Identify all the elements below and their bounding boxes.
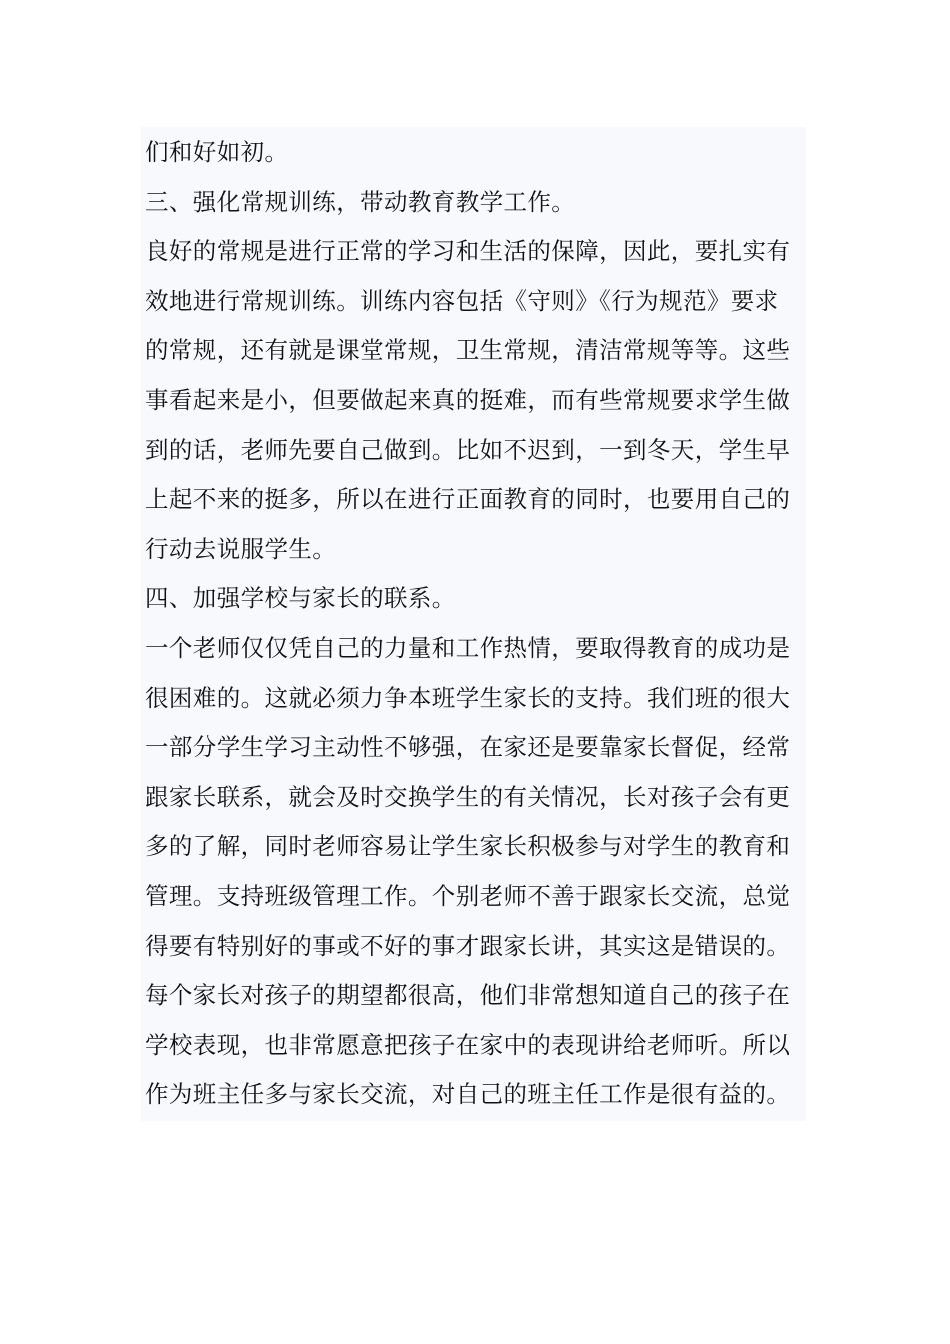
text-line: 一部分学生学习主动性不够强，在家还是要靠家长督促，经常 <box>145 733 791 762</box>
text-block <box>141 127 806 1121</box>
text-line: 学校表现，也非常愿意把孩子在家中的表现讲给老师听。所以 <box>145 1030 791 1059</box>
text-line: 上起不来的挺多，所以在进行正面教育的同时，也要用自己的 <box>145 485 791 514</box>
text-line: 每个家长对孩子的期望都很高，他们非常想知道自己的孩子在 <box>145 981 791 1010</box>
section-heading-4: 四、加强学校与家长的联系。 <box>145 584 456 613</box>
text-line: 管理。支持班级管理工作。个别老师不善于跟家长交流，总觉 <box>145 882 791 910</box>
text-line: 事看起来是小，但要做起来真的挺难，而有些常规要求学生做 <box>145 386 791 414</box>
text-line: 跟家长联系，就会及时交换学生的有关情况，长对孩子会有更 <box>145 782 791 811</box>
text-line: 们和好如初。 <box>145 138 289 166</box>
text-line: 良好的常规是进行正常的学习和生活的保障，因此，要扎实有 <box>145 237 791 266</box>
section-heading-3: 三、强化常规训练，带动教育教学工作。 <box>145 187 576 216</box>
text-line: 的常规，还有就是课堂常规，卫生常规，清洁常规等等。这些 <box>145 336 791 365</box>
text-line: 行动去说服学生。 <box>145 534 337 563</box>
text-line: 一个老师仅仅凭自己的力量和工作热情，要取得教育的成功是 <box>145 634 791 662</box>
text-line: 到的话，老师先要自己做到。比如不迟到，一到冬天，学生早 <box>145 435 791 464</box>
text-line: 很困难的。这就必须力争本班学生家长的支持。我们班的很大 <box>145 683 791 712</box>
text-line: 得要有特别好的事或不好的事才跟家长讲，其实这是错误的。 <box>145 931 791 960</box>
text-line: 多的了解，同时老师容易让学生家长积极参与对学生的教育和 <box>145 832 791 861</box>
text-line: 作为班主任多与家长交流，对自己的班主任工作是很有益的。 <box>145 1080 791 1109</box>
text-line: 效地进行常规训练。训练内容包括《守则》《行为规范》要求 <box>145 286 779 315</box>
